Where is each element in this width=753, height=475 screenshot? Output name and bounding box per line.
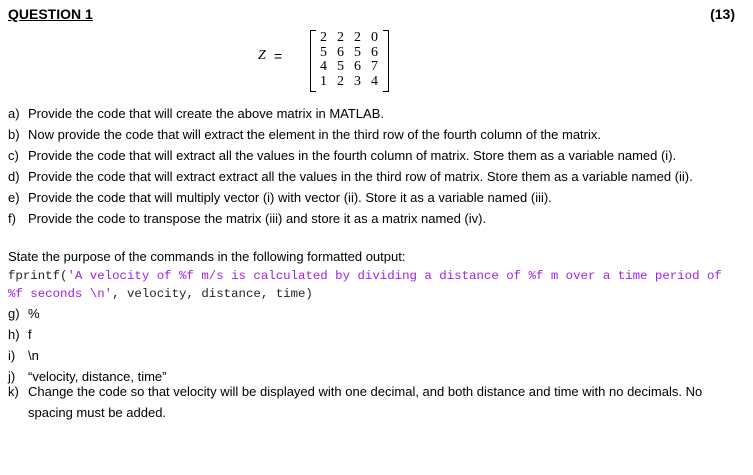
matrix-cell: 6 [337, 44, 344, 60]
sub-question-text: % [28, 306, 40, 321]
question-text: Now provide the code that will extract the element in the third row of the fourth column of the matrix. [28, 127, 602, 142]
sub-question-item [8, 303, 166, 324]
question-item [8, 145, 693, 166]
matrix-cell: 4 [320, 59, 327, 74]
question-text: Provide the code that will multiply vector (i) with vector (ii). Store it as a variable named (iii). [28, 190, 552, 205]
matrix-cell: 7 [371, 59, 378, 74]
question-label: d) [8, 169, 20, 184]
question-label: f) [8, 211, 16, 226]
code-arguments: , velocity, distance, time) [112, 287, 313, 301]
matrix-right-bracket [383, 30, 389, 92]
question-item [8, 103, 693, 124]
sub-question-text: \n [28, 348, 39, 363]
question-label: c) [8, 148, 19, 163]
question-label: b) [8, 127, 20, 142]
sub-question-label: i) [8, 348, 16, 363]
question-item [8, 124, 693, 145]
marks-label: (13) [710, 6, 735, 22]
sub-question-label: h) [8, 327, 20, 342]
code-format-string: 'A velocity of %f m/s is calculated by dividing a distance of %f m over a time period of %f seconds \n' [8, 269, 730, 301]
code-function: fprintf( [8, 269, 68, 283]
purpose-prompt: State the purpose of the commands in the following formatted output: [8, 249, 406, 264]
matrix-cell: 5 [337, 59, 344, 74]
matrix-cell: 1 [320, 73, 327, 89]
sub-question-label: j) [8, 369, 16, 384]
matrix-cell: 4 [371, 73, 378, 89]
question-label: a) [8, 106, 20, 121]
matrix-cell: 6 [354, 59, 361, 74]
matrix-cell: 6 [371, 44, 378, 60]
code-snippet [8, 267, 743, 303]
question-text: Provide the code that will create the above matrix in MATLAB. [28, 106, 384, 121]
question-item [8, 208, 693, 229]
matrix-cell: 0 [371, 30, 378, 45]
matrix-cell: 5 [320, 44, 327, 60]
question-item [8, 187, 693, 208]
question-list [8, 103, 693, 229]
question-text: Provide the code that will extract all the values in the fourth column of matrix. Store them as a variable named (i). [28, 148, 677, 163]
sub-question-label: g) [8, 306, 20, 321]
sub-question-list [8, 303, 166, 387]
matrix-cell: 2 [337, 30, 344, 45]
matrix-cell: 2 [320, 30, 327, 45]
sub-question-item [8, 381, 743, 423]
matrix-z [258, 28, 408, 92]
question-text: Provide the code that will extract extract all the values in the third row of matrix. Store them as a variable named (ii). [28, 169, 693, 184]
question-text: Provide the code to transpose the matrix (iii) and store it as a matrix named (iv). [28, 211, 487, 226]
question-label: e) [8, 190, 20, 205]
question-heading: QUESTION 1 [8, 6, 93, 22]
equals-sign: = [274, 48, 283, 64]
sub-question-text: “velocity, distance, time” [28, 369, 167, 384]
sub-question-list-k [8, 381, 743, 423]
matrix-variable: Z [258, 48, 266, 63]
matrix-cell: 2 [354, 30, 361, 45]
sub-question-item [8, 324, 166, 345]
sub-question-text: Change the code so that velocity will be displayed with one decimal, and both distance and time with no decimals. No spacing must be added. [28, 384, 703, 420]
matrix-cell: 2 [337, 73, 344, 89]
question-item [8, 166, 693, 187]
sub-question-item [8, 345, 166, 366]
matrix-grid [315, 31, 383, 89]
matrix-cell: 5 [354, 44, 361, 60]
sub-question-text: f [28, 327, 32, 342]
sub-question-label: k) [8, 384, 19, 399]
matrix-cell: 3 [354, 73, 361, 89]
